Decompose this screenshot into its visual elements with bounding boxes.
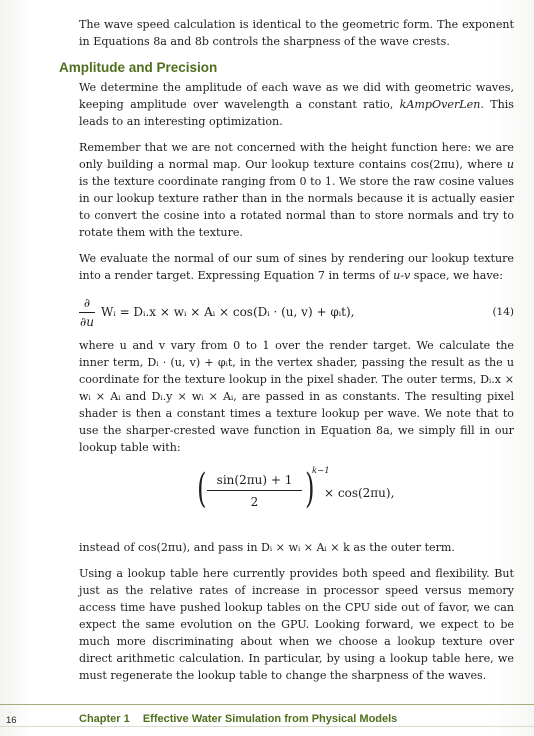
amp-over-len-term: kAmpOverLen xyxy=(399,98,481,111)
partial-derivative xyxy=(79,295,95,330)
amplitude-text-b: . This leads to an interesting optimization. xyxy=(79,98,515,128)
amplitude-text-a: We determine the amplitude of each wave as we did with geometric waves, keeping amplitude over wavelength a constant ratio, xyxy=(79,81,514,111)
lookup-exponent: k−1 xyxy=(312,466,330,476)
normal-map-text-b: is the texture coordinate ranging from 0 to 1. We store the raw cosine values in our lookup texture rather than in the normals because it is actually easier to convert the cosine into a rotated normal than to store normals and try to rotate them with the texture. xyxy=(79,175,514,239)
lookup-numerator: sin(2πu) + 1 xyxy=(216,473,293,487)
section-heading: Amplitude and Precision xyxy=(59,60,218,75)
lookup-fraction-bar xyxy=(207,490,302,491)
uv-space-term: u-v xyxy=(393,269,411,282)
footer-rule xyxy=(0,704,534,705)
chapter-label: Chapter 1 xyxy=(79,713,130,725)
lookup-table-paragraph: Using a lookup table here currently provides both speed and flexibility. But just as the relative rates of increase in processor speed versus memory access time have pushed lookup tables on the CPU side out of favor, we can expect the same evolution on the GPU. Looking forward, we expect to be much more discriminating about when we choose a lookup texture over direct arithmetic calculation. In particular, by using a lookup table here, we must regenerate the lookup table to change the sharpness of the waves. xyxy=(79,567,514,682)
fraction-bar xyxy=(79,312,95,313)
render-target-text-a: We evaluate the normal of our sum of sines by rendering our lookup texture into a render target. Expressing Equation 7 in terms of xyxy=(79,252,514,282)
equation-14 xyxy=(79,293,514,333)
left-paren: ( xyxy=(197,466,207,512)
render-target-text-b: space, we have: xyxy=(410,269,503,282)
chapter-title: Effective Water Simulation from Physical Models xyxy=(142,713,398,725)
right-paren: ) xyxy=(305,466,315,512)
partial-denominator: ∂u xyxy=(80,315,94,329)
render-target-paragraph xyxy=(79,250,514,284)
lookup-rest: × cos(2πu), xyxy=(324,486,395,500)
equation-14-number: (14) xyxy=(492,306,514,318)
page-body xyxy=(59,16,515,684)
u-variable: u xyxy=(506,158,514,171)
footer-rule-bottom xyxy=(0,726,534,727)
intro-paragraph: The wave speed calculation is identical to the geometric form. The exponent in Equations 8a and 8b controls the sharpness of the wave crests. xyxy=(79,18,514,48)
lookup-table-equation xyxy=(79,465,514,531)
page-number: 16 xyxy=(6,715,17,726)
amplitude-paragraph xyxy=(79,79,514,130)
normal-map-paragraph xyxy=(79,139,514,241)
partial-numerator: ∂ xyxy=(83,296,91,310)
normal-map-text-a: Remember that we are not concerned with the height function here: we are only building a normal map. Our lookup texture contains cos(2πu), where xyxy=(79,141,514,171)
equation-14-body: Wᵢ = Dᵢ.x × wᵢ × Aᵢ × cos(Dᵢ · (u, v) + φᵢt), xyxy=(101,305,355,319)
lookup-denominator: 2 xyxy=(250,495,259,509)
running-footer xyxy=(79,713,397,725)
inner-term-paragraph: where u and v vary from 0 to 1 over the render target. We calculate the inner term, Dᵢ · (u, v) + φᵢt, in the vertex shader, passing the result as the u coordinate for the texture lookup in the pixel shader. The outer terms, Dᵢ.x × wᵢ × Aᵢ and Dᵢ.y × wᵢ × Aᵢ, are passed in as constants. The resulting pixel shader is then a constant times a texture lookup per wave. We note that to use the sharper-crested wave function in Equation 8a, we simply fill in our lookup table with: xyxy=(79,339,514,454)
outer-term-paragraph: instead of cos(2πu), and pass in Dᵢ × wᵢ × Aᵢ × k as the outer term. xyxy=(79,541,455,554)
